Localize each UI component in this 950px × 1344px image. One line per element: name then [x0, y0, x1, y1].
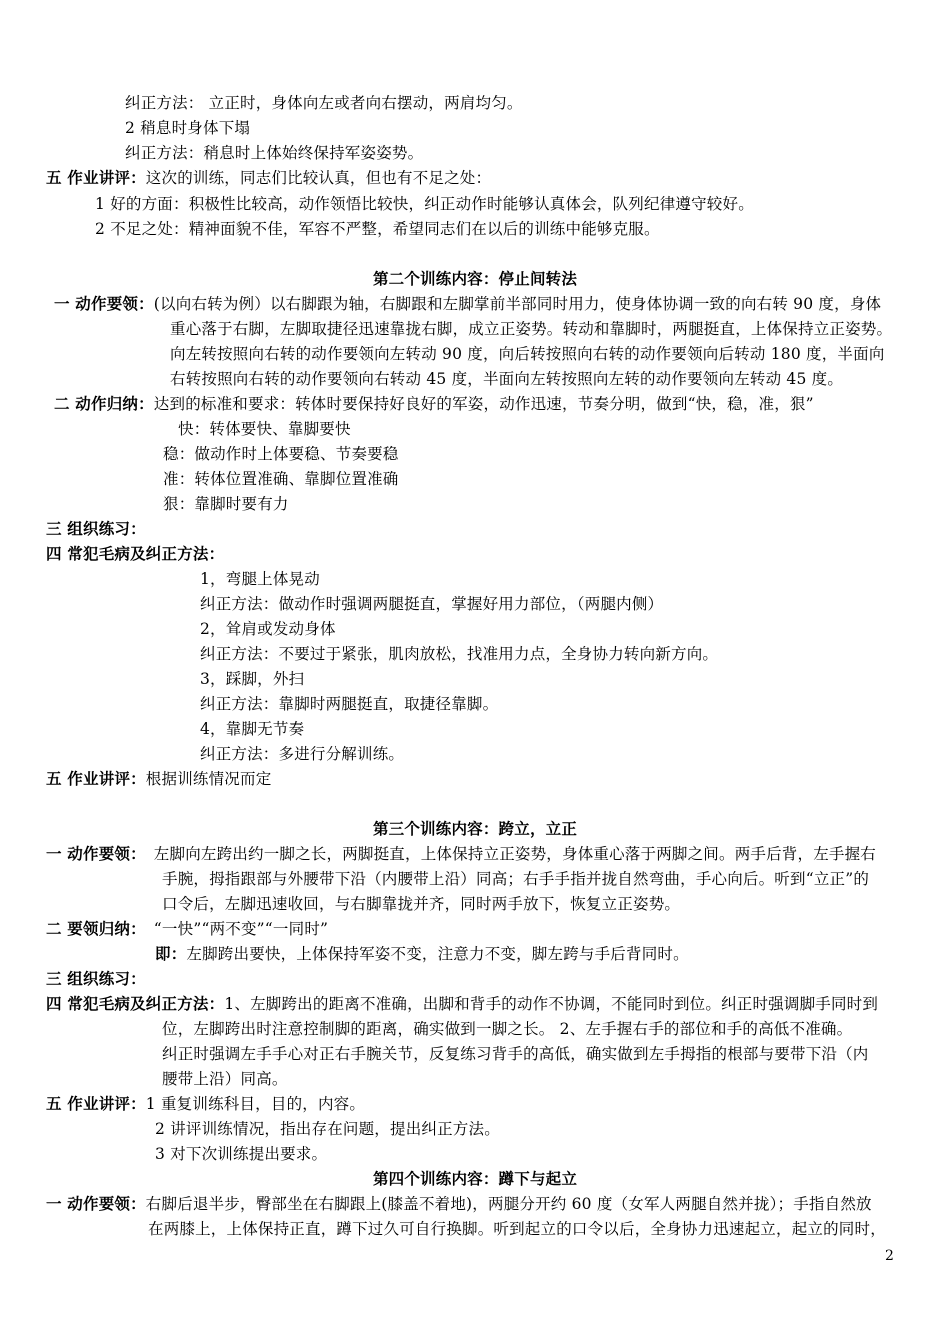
text-line: 右转按照向右转的动作要领向右转动 45 度，半面向左转按照向左转的动作要领向左转动 45 度。 — [170, 370, 844, 388]
page-number: 2 — [885, 1248, 894, 1264]
text-line: 纠正时强调左手手心对正右手腕关节，反复练习背手的高低，确实做到左手拇指的根部与要带下沿（内 — [162, 1045, 869, 1063]
text: “一快”“两不变”“一同时” — [153, 920, 329, 938]
text-line: 3 对下次训练提出要求。 — [155, 1145, 328, 1163]
text: 右脚后退半步，臀部坐在右脚跟上(膝盖不着地)，两腿分开约 60 度（女军人两腿自然并拢）；手指自然放 — [145, 1195, 872, 1213]
section-title: 第二个训练内容：停止间转法 — [372, 269, 578, 288]
text-line: 手腕，拇指跟部与外腰带下沿（内腰带上沿）同高；右手手指并拢自然弯曲，手心向后。听到“立正”的 — [162, 870, 870, 888]
section-heading: 二 动作归纳： — [54, 394, 154, 413]
text-line: 2 稍息时身体下塌 — [125, 119, 251, 137]
section-heading: 一 动作要领： — [46, 1194, 146, 1213]
text-line: 纠正方法：不要过于紧张，肌肉放松，找准用力点，全身协力转向新方向。 — [200, 645, 719, 663]
section-heading: 二 要领归纳： — [46, 919, 146, 938]
text-line — [46, 768, 271, 790]
text: 左脚跨出要快，上体保持军姿不变，注意力不变，脚左跨与手后背同时。 — [186, 945, 689, 963]
section-title: 第四个训练内容：蹲下与起立 — [372, 1169, 578, 1188]
text-line: 快：转体要快、靠脚要快 — [178, 420, 351, 438]
text-line: 重心落于右脚，左脚取捷径迅速靠拢右脚，成立正姿势。转动和靠脚时，两腿挺直，上体保持立正姿势。 — [170, 320, 893, 338]
text-line — [54, 393, 814, 415]
text-line — [46, 918, 328, 940]
text: 1、左脚跨出的距离不准确，出脚和背手的动作不协调，不能同时到位。纠正时强调脚手同时到 — [224, 995, 879, 1013]
text-line: 2，耸肩或发动身体 — [200, 620, 336, 638]
text-line: 1 好的方面：积极性比较高，动作领悟比较快，纠正动作时能够认真体会，队列纪律遵守较好。 — [95, 195, 754, 213]
text: 达到的标准和要求：转体时要保持好良好的军姿，动作迅速，节奏分明，做到“快，稳，准，狠” — [153, 395, 814, 413]
section-heading: 五 作业讲评： — [46, 769, 146, 788]
text-line: 腰带上沿）同高。 — [162, 1070, 288, 1088]
text-line — [46, 843, 876, 865]
text-line: 纠正方法：做动作时强调两腿挺直，掌握好用力部位，（两腿内侧） — [200, 595, 664, 613]
text-line: 纠正方法： 立正时，身体向左或者向右摆动，两肩均匀。 — [125, 94, 523, 112]
text-line — [46, 1093, 365, 1115]
text-line — [46, 1193, 872, 1215]
text: 左脚向左跨出约一脚之长，两脚挺直，上体保持立正姿势，身体重心落于两脚之间。两手后背，左手握右 — [153, 845, 877, 863]
text-line — [46, 167, 491, 189]
text-line: 在两膝上，上体保持正直，蹲下过久可自行换脚。听到起立的口令以后，全身协力迅速起立，起立的同时， — [148, 1220, 886, 1238]
text: 根据训练情况而定 — [145, 770, 272, 788]
text: (以向右转为例）以右脚跟为轴，右脚跟和左脚掌前半部同时用力，使身体协调一致的向右转 90 度，身体 — [153, 295, 882, 313]
section-heading: 一 动作要领： — [54, 294, 154, 313]
section-heading: 五 作业讲评： — [46, 168, 146, 187]
text-line: 纠正方法：稍息时上体始终保持军姿姿势。 — [125, 144, 424, 162]
text-line: 准：转体位置准确、靠脚位置准确 — [163, 470, 399, 488]
label: 即： — [155, 944, 187, 963]
section-heading: 一 动作要领： — [46, 844, 146, 863]
text-line: 位，左脚跨出时注意控制脚的距离，确实做到一脚之长。 2、左手握右手的部位和手的高低不准确。 — [162, 1020, 853, 1038]
text: 这次的训练，同志们比较认真，但也有不足之处： — [145, 169, 492, 187]
text-line: 2 讲评训练情况，指出存在问题，提出纠正方法。 — [155, 1120, 500, 1138]
text-line — [155, 943, 689, 965]
text-line: 稳：做动作时上体要稳、节奏要稳 — [163, 445, 399, 463]
text-line: 口令后，左脚迅速收回，与右脚靠拢并齐，同时两手放下，恢复立正姿势。 — [162, 895, 681, 913]
section-heading: 四 常犯毛病及纠正方法： — [46, 994, 225, 1013]
text-line: 1，弯腿上体晃动 — [200, 570, 320, 588]
section-heading: 四 常犯毛病及纠正方法： — [46, 544, 225, 563]
section-heading: 三 组织练习： — [46, 969, 146, 988]
section-heading: 三 组织练习： — [46, 519, 146, 538]
text-line: 狠：靠脚时要有力 — [163, 495, 289, 513]
section-heading: 五 作业讲评： — [46, 1094, 146, 1113]
text-line: 2 不足之处：精神面貌不佳，军容不严整，希望同志们在以后的训练中能够克服。 — [95, 220, 660, 238]
text-line — [54, 293, 881, 315]
text-line: 向左转按照向右转的动作要领向左转动 90 度，向后转按照向右转的动作要领向后转动 180 度，半面向 — [170, 345, 885, 363]
text-line: 3，踩脚，外扫 — [200, 670, 305, 688]
text-line: 纠正方法：多进行分解训练。 — [200, 745, 405, 763]
text-line: 纠正方法：靠脚时两腿挺直，取捷径靠脚。 — [200, 695, 499, 713]
text-line: 4，靠脚无节奏 — [200, 720, 305, 738]
section-title: 第三个训练内容：跨立，立正 — [372, 819, 578, 838]
text-line — [46, 993, 878, 1015]
text: 1 重复训练科目，目的，内容。 — [145, 1095, 366, 1113]
